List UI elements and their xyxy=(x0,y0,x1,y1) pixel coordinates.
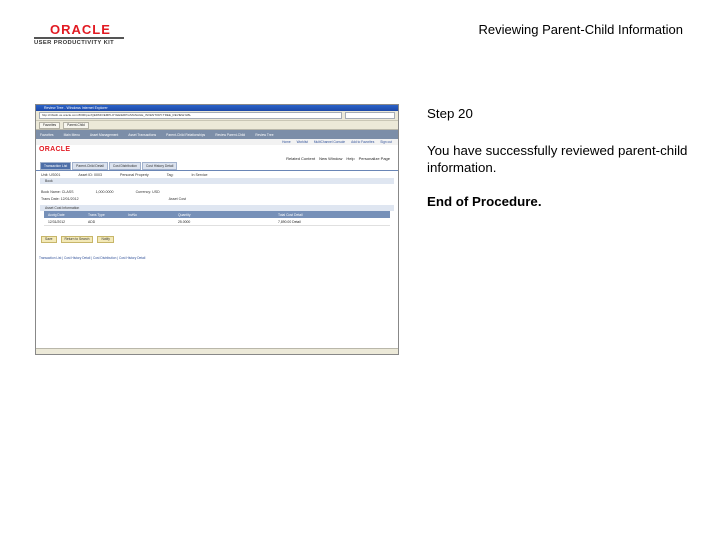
grid-col: Quantity xyxy=(178,212,191,217)
book-section-bar xyxy=(40,178,394,184)
grid-cell: 12/31/2012 xyxy=(48,219,65,224)
page-link: Related Content xyxy=(286,155,316,161)
nav-item: Review Tree xyxy=(255,132,274,137)
nav-item: Main Menu xyxy=(63,132,80,137)
app-logo-text: ORACLE xyxy=(39,146,71,153)
page-links xyxy=(36,154,398,162)
nav-item: Favorites xyxy=(40,132,54,137)
util-link: Home xyxy=(282,140,291,144)
util-link: MultiChannel Console xyxy=(313,140,346,144)
table-row xyxy=(44,218,390,226)
book-row xyxy=(36,188,398,195)
save-button: Save xyxy=(41,236,57,243)
nav-item: Parent-Child Relationships xyxy=(166,132,206,137)
page-link: Help xyxy=(346,155,355,161)
page-tab: Parent-Child Detail xyxy=(72,162,108,170)
footer-link-text: Transaction List | Cost History Detail | Cost Distribution | Cost History Detail xyxy=(39,256,146,260)
field-text: Asset ID: 0003 xyxy=(78,172,102,177)
nav-item: Asset Management xyxy=(89,132,119,137)
field-text: Currency: USD xyxy=(135,189,160,194)
browser-tab: Parent-Child xyxy=(63,122,89,129)
field-text: Book Name: CLASS xyxy=(41,189,74,194)
page-tab: Cost History Detail xyxy=(142,162,177,170)
page-link: Personalize Page xyxy=(358,155,390,161)
asset-header-row xyxy=(36,171,398,178)
nav-item: Asset Transactions xyxy=(128,132,157,137)
util-link: Add to Favorites xyxy=(351,140,375,144)
grid-col: Trans Type xyxy=(88,212,105,217)
field-text: Trans Date: 12/01/2012 xyxy=(41,196,79,201)
notify-button: Notify xyxy=(97,236,113,243)
page-title: Reviewing Parent-Child Information xyxy=(478,22,683,37)
field-text: Tag: xyxy=(166,172,174,177)
menu-nav-bar xyxy=(36,130,398,139)
util-link: Worklist xyxy=(296,140,308,144)
page-tab: Cost Distribution xyxy=(109,162,141,170)
field-text: Asset Cost xyxy=(168,196,187,201)
grid-cell: ADD xyxy=(88,219,96,224)
page-tab: Transaction List xyxy=(40,162,71,170)
browser-status-bar xyxy=(36,348,398,354)
footer-links xyxy=(36,246,398,264)
grid-cell: 25.0000 xyxy=(178,219,191,224)
logo-subtitle: USER PRODUCTIVITY KIT xyxy=(34,40,115,46)
oracle-upk-logo xyxy=(34,22,124,48)
url-field: http://ctbwtb.us.oracle.com:8000/psc/QEDMO/EMPLOYEE/ERP/c/MANAGE_INVENTORY.TREE_REVIEW.GBL xyxy=(39,112,342,119)
application-screenshot xyxy=(35,104,399,355)
logo-wordmark: ORACLE xyxy=(50,22,111,37)
return-to-search-button: Return to Search xyxy=(61,236,94,243)
grid-header xyxy=(44,211,390,218)
browser-address-bar xyxy=(36,111,398,121)
grid-title: Asset Cost Information xyxy=(45,206,80,210)
step-message: You have successfully reviewed parent-child information. xyxy=(427,143,688,175)
grid-col: Acctg Date xyxy=(48,212,65,217)
trans-row xyxy=(36,195,398,202)
instruction-panel xyxy=(427,106,697,209)
grid-col: Total Cost Detail xyxy=(278,212,303,217)
util-link: Sign out xyxy=(380,140,392,144)
field-text: In Service xyxy=(191,172,208,177)
field-text: Unit: US001 xyxy=(41,172,61,177)
app-logo xyxy=(36,145,398,154)
action-buttons xyxy=(36,236,398,243)
field-text: 1,000.0000 xyxy=(95,189,114,194)
logo-rule xyxy=(34,37,124,39)
end-of-procedure: End of Procedure. xyxy=(427,194,542,209)
browser-tabs xyxy=(36,121,398,130)
nav-item: Review Parent-Child xyxy=(215,132,246,137)
section-label: Book xyxy=(45,179,53,183)
grid-col: InvNo xyxy=(128,212,137,217)
grid-cell: 7,890.00 Detail xyxy=(278,219,301,224)
browser-title: Review Tree - Windows Internet Explorer xyxy=(44,106,108,110)
field-text: Personal Property xyxy=(119,172,149,177)
page-link: New Window xyxy=(319,155,343,161)
browser-tab: Favorites xyxy=(39,122,60,129)
step-number: Step 20 xyxy=(427,106,473,121)
browser-search-box xyxy=(345,112,395,119)
page-tabs xyxy=(36,162,398,171)
